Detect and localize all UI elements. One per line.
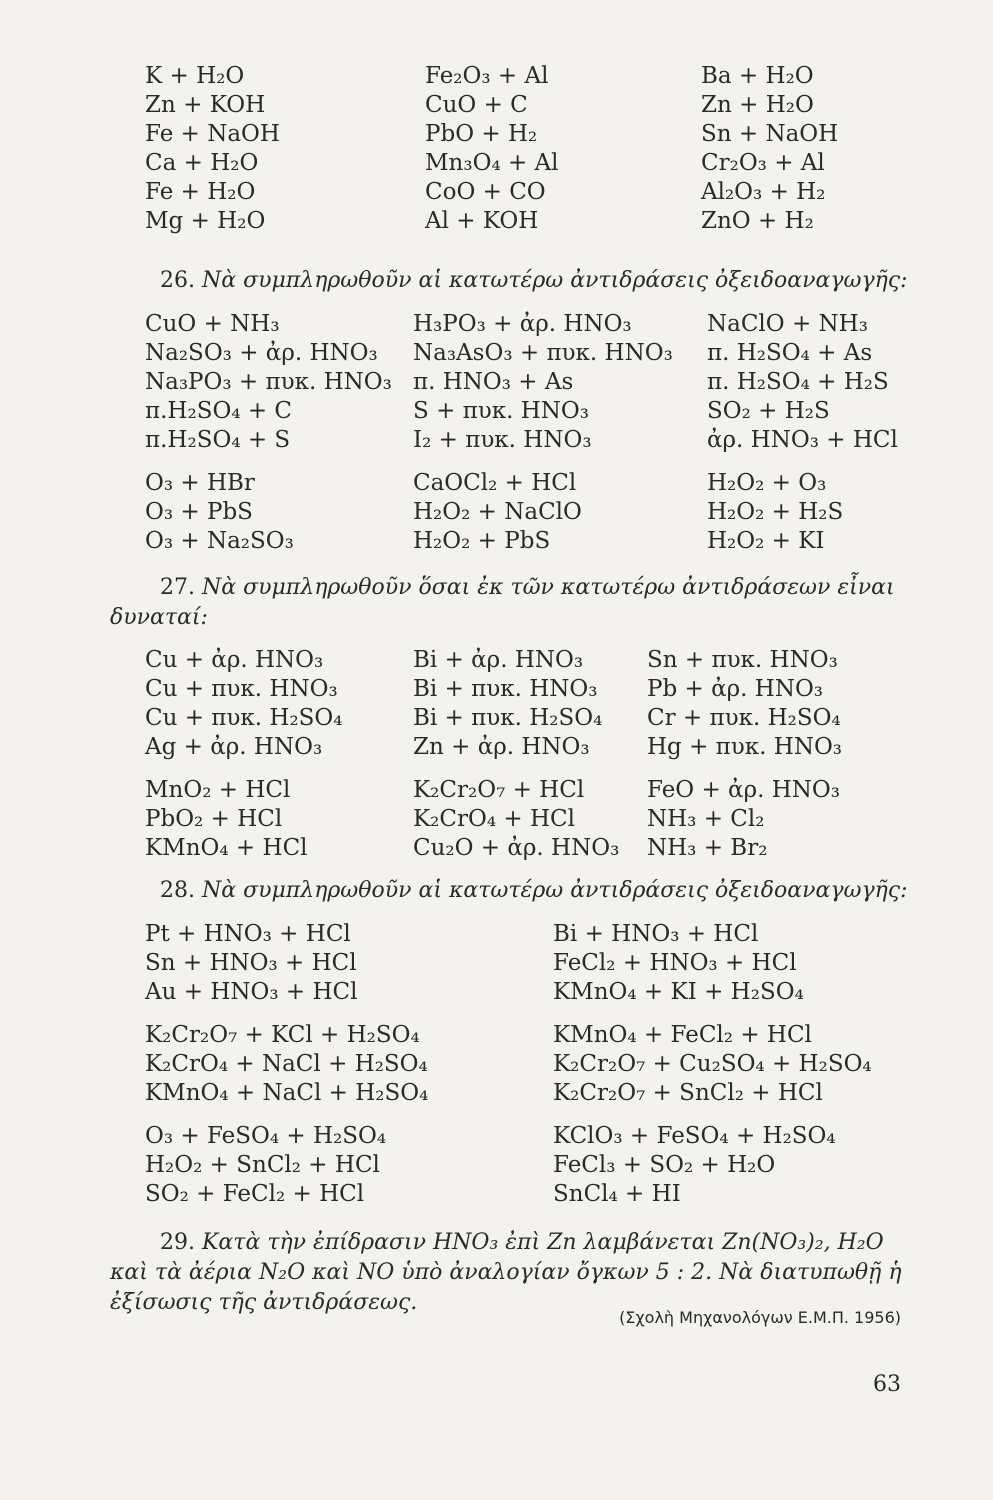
reaction-entry	[647, 762, 907, 776]
reaction-grid-27	[145, 646, 907, 863]
reaction-entry: π. HNO₃ + As	[413, 369, 574, 395]
question-number: 29.	[160, 1230, 195, 1255]
question-28	[160, 876, 920, 906]
question-text: Κατὰ τὴν ἐπίδρασιν HNO₃ ἐπὶ Zn λαμβάνεται Zn(NO₃)₂, H₂O καὶ τὰ ἀέρια N₂O καὶ NO ὑπὸ ἀναλογίαν ὄγκων 5 : 2. Νὰ διατυπωθῇ ἡ ἐξίσωσις τῆς ἀντιδράσεως.	[110, 1230, 902, 1315]
reaction-entry: H₂O₂ + PbS	[413, 528, 551, 554]
page-number: 63	[873, 1372, 901, 1397]
reaction-entry: SO₂ + H₂S	[707, 398, 830, 424]
reaction-entry: H₂O₂ + O₃	[707, 470, 827, 496]
reaction-entry: Sn + NaOH	[701, 121, 839, 147]
reaction-entry: NaClO + NH₃	[707, 311, 868, 337]
reaction-grid-top	[145, 62, 931, 236]
reaction-entry	[145, 1007, 553, 1021]
reaction-entry: Al₂O₃ + H₂	[701, 179, 826, 205]
reaction-entry: SnCl₄ + HI	[553, 1181, 681, 1207]
reaction-entry: NH₃ + Cl₂	[647, 806, 765, 832]
exam-source: (Σχολὴ Μηχανολόγων Ε.Μ.Π. 1956)	[619, 1308, 901, 1327]
reaction-entry: Na₂SO₃ + ἀρ. HNO₃	[145, 340, 378, 366]
reaction-entry: Sn + HNO₃ + HCl	[145, 950, 357, 976]
reaction-entry: KMnO₄ + HCl	[145, 835, 308, 861]
reaction-entry: Al + KOH	[425, 208, 539, 234]
reaction-entry: KMnO₄ + KI + H₂SO₄	[553, 979, 804, 1005]
reaction-entry: CaOCl₂ + HCl	[413, 470, 577, 496]
reaction-entry: Zn + KOH	[145, 92, 266, 118]
reaction-entry: Cu + πυκ. HNO₃	[145, 676, 338, 702]
reaction-entry: π. H₂SO₄ + As	[707, 340, 873, 366]
reaction-entry: CoO + CO	[425, 179, 546, 205]
reaction-entry: H₂O₂ + NaClO	[413, 499, 582, 525]
question-text: Νὰ συμπληρωθοῦν αἱ κατωτέρω ἀντιδράσεις ὀξειδοαναγωγῆς:	[202, 878, 908, 903]
reaction-entry: O₃ + FeSO₄ + H₂SO₄	[145, 1123, 387, 1149]
reaction-entry: Fe + H₂O	[145, 179, 256, 205]
question-text: Νὰ συμπληρωθοῦν ὅσαι ἐκ τῶν κατωτέρω ἀντιδράσεων εἶναι δυναταί:	[110, 575, 895, 630]
reaction-entry: KMnO₄ + FeCl₂ + HCl	[553, 1022, 812, 1048]
reaction-entry: Cr + πυκ. H₂SO₄	[647, 705, 841, 731]
reaction-entry: K₂Cr₂O₇ + Cu₂SO₄ + H₂SO₄	[553, 1051, 872, 1077]
reaction-entry: Fe₂O₃ + Al	[425, 63, 549, 89]
reaction-entry: Bi + ἀρ. HNO₃	[413, 647, 584, 673]
reaction-entry: K₂CrO₄ + NaCl + H₂SO₄	[145, 1051, 428, 1077]
reaction-entry: S + πυκ. HNO₃	[413, 398, 590, 424]
reaction-entry: Hg + πυκ. HNO₃	[647, 734, 843, 760]
reaction-entry: O₃ + Na₂SO₃	[145, 528, 294, 554]
reaction-entry: O₃ + HBr	[145, 470, 255, 496]
reaction-entry: CuO + C	[425, 92, 528, 118]
reaction-entry: π.H₂SO₄ + S	[145, 427, 291, 453]
reaction-entry: Na₃PO₃ + πυκ. HNO₃	[145, 369, 392, 395]
reaction-entry: MnO₂ + HCl	[145, 777, 291, 803]
reaction-entry: FeCl₂ + HNO₃ + HCl	[553, 950, 797, 976]
question-number: 26.	[160, 268, 195, 293]
reaction-entry: Mg + H₂O	[145, 208, 266, 234]
reaction-entry: ZnO + H₂	[701, 208, 814, 234]
reaction-entry	[145, 762, 413, 776]
reaction-entry: K + H₂O	[145, 63, 245, 89]
reaction-entry: ἀρ. HNO₃ + HCl	[707, 427, 898, 453]
reaction-entry: H₂O₂ + KI	[707, 528, 825, 554]
reaction-entry	[707, 455, 947, 469]
reaction-entry: Zn + ἀρ. HNO₃	[413, 734, 590, 760]
reaction-entry: K₂CrO₄ + HCl	[413, 806, 575, 832]
reaction-entry: Ba + H₂O	[701, 63, 814, 89]
reaction-entry: Na₃AsO₃ + πυκ. HNO₃	[413, 340, 673, 366]
reaction-entry: FeO + ἀρ. HNO₃	[647, 777, 840, 803]
reaction-entry: H₂O₂ + H₂S	[707, 499, 844, 525]
reaction-entry	[553, 1007, 933, 1021]
reaction-entry: CuO + NH₃	[145, 311, 280, 337]
reaction-entry: Cu + πυκ. H₂SO₄	[145, 705, 343, 731]
question-26	[160, 266, 920, 296]
reaction-entry: Bi + HNO₃ + HCl	[553, 921, 759, 947]
reaction-entry: Ag + ἀρ. HNO₃	[145, 734, 323, 760]
reaction-entry: KClO₃ + FeSO₄ + H₂SO₄	[553, 1123, 836, 1149]
reaction-entry	[413, 762, 647, 776]
reaction-entry: K₂Cr₂O₇ + SnCl₂ + HCl	[553, 1080, 823, 1106]
reaction-entry: Ca + H₂O	[145, 150, 259, 176]
reaction-entry: Zn + H₂O	[701, 92, 814, 118]
reaction-entry: Cu₂O + ἀρ. HNO₃	[413, 835, 620, 861]
reaction-grid-26	[145, 310, 947, 556]
reaction-entry: Bi + πυκ. H₂SO₄	[413, 705, 603, 731]
reaction-entry: NH₃ + Br₂	[647, 835, 768, 861]
question-29	[110, 1228, 910, 1318]
reaction-entry: KMnO₄ + NaCl + H₂SO₄	[145, 1080, 429, 1106]
reaction-entry: Bi + πυκ. HNO₃	[413, 676, 598, 702]
reaction-entry	[553, 1108, 933, 1122]
reaction-entry: K₂Cr₂O₇ + KCl + H₂SO₄	[145, 1022, 420, 1048]
reaction-entry: Au + HNO₃ + HCl	[145, 979, 358, 1005]
reaction-entry	[145, 1108, 553, 1122]
reaction-entry	[413, 455, 707, 469]
reaction-entry: PbO₂ + HCl	[145, 806, 283, 832]
reaction-entry: Mn₃O₄ + Al	[425, 150, 559, 176]
reaction-entry	[145, 455, 413, 469]
reaction-entry: Cu + ἀρ. HNO₃	[145, 647, 324, 673]
reaction-entry: H₃PO₃ + ἀρ. HNO₃	[413, 311, 632, 337]
reaction-grid-28	[145, 920, 933, 1209]
reaction-entry: Sn + πυκ. HNO₃	[647, 647, 838, 673]
question-number: 27.	[160, 575, 195, 600]
reaction-entry: K₂Cr₂O₇ + HCl	[413, 777, 585, 803]
reaction-entry: SO₂ + FeCl₂ + HCl	[145, 1181, 365, 1207]
reaction-entry: FeCl₃ + SO₂ + H₂O	[553, 1152, 776, 1178]
reaction-entry: Pb + ἀρ. HNO₃	[647, 676, 824, 702]
reaction-entry: π.H₂SO₄ + C	[145, 398, 293, 424]
reaction-entry: Fe + NaOH	[145, 121, 280, 147]
reaction-entry: π. H₂SO₄ + H₂S	[707, 369, 889, 395]
reaction-entry: Cr₂O₃ + Al	[701, 150, 825, 176]
reaction-entry: Pt + HNO₃ + HCl	[145, 921, 351, 947]
reaction-entry: I₂ + πυκ. HNO₃	[413, 427, 592, 453]
reaction-entry: PbO + H₂	[425, 121, 538, 147]
question-number: 28.	[160, 878, 195, 903]
reaction-entry: H₂O₂ + SnCl₂ + HCl	[145, 1152, 380, 1178]
question-text: Νὰ συμπληρωθοῦν αἱ κατωτέρω ἀντιδράσεις ὀξειδοαναγωγῆς:	[202, 268, 908, 293]
question-27	[110, 573, 900, 633]
reaction-entry: O₃ + PbS	[145, 499, 253, 525]
